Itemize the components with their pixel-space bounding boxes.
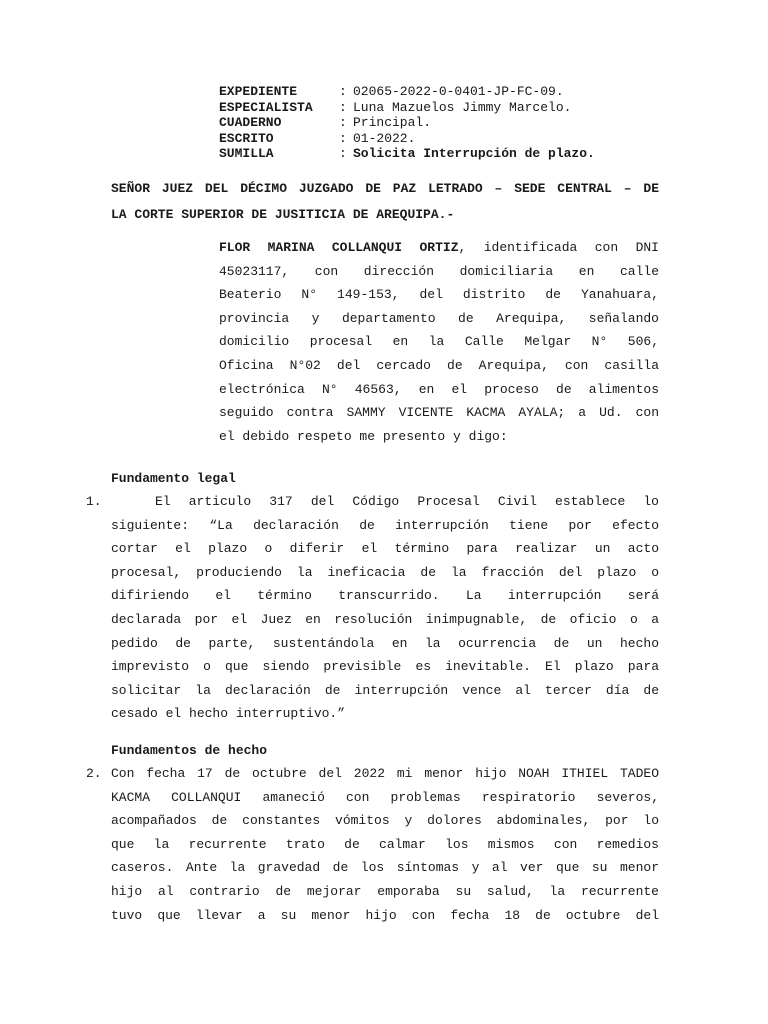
addressee-line: SEÑOR JUEZ DEL DÉCIMO JUZGADO DE PAZ LETRADO – SEDE CENTRAL – DE xyxy=(111,181,659,196)
paragraph-number: 1. xyxy=(86,494,102,509)
text-line: cesado el hecho interruptivo.” xyxy=(111,706,346,722)
text-line: domicilio procesal en la Calle Melgar N° 506, xyxy=(219,334,659,350)
addressee xyxy=(111,176,659,228)
text-line: Con fecha 17 de octubre del 2022 mi menor hijo NOAH ITHIEL TADEO xyxy=(111,766,659,781)
text-fragment: , identificada con DNI xyxy=(458,240,659,255)
case-header xyxy=(219,84,595,162)
text-line: 45023117, con dirección domiciliaria en calle xyxy=(219,263,659,279)
header-row-expediente xyxy=(219,84,595,100)
text-line: electrónica N° 46563, en el proceso de alimentos xyxy=(219,381,659,397)
header-label: ESPECIALISTA xyxy=(219,99,313,115)
text-line: caseros. Ante la gravedad de los síntomas y al ver que su menor xyxy=(111,860,659,876)
text-line: solicitar la declaración de interrupción vence al tercer día de xyxy=(111,682,659,698)
paragraph-number: 2. xyxy=(86,766,102,781)
header-separator: : xyxy=(339,130,347,146)
header-separator: : xyxy=(339,146,347,161)
text-line: El articulo 317 del Código Procesal Civil establece lo xyxy=(155,494,659,509)
text-line: Oficina N°02 del cercado de Arequipa, con casilla xyxy=(219,357,659,373)
header-value: Solicita Interrupción de plazo. xyxy=(353,146,595,161)
section-title-facts: Fundamentos de hecho xyxy=(111,743,268,758)
paragraph-facts xyxy=(111,762,659,927)
header-label: CUADERNO xyxy=(219,115,282,130)
text-line: declarada por el Juez en resolución inimpugnable, de oficio o a xyxy=(111,611,659,627)
header-row-especialista xyxy=(219,100,595,116)
text-line: seguido contra SAMMY VICENTE KACMA AYALA; a Ud. con xyxy=(219,405,659,421)
text-line: tuvo que llevar a su menor hijo con fecha 18 de octubre del xyxy=(111,907,659,923)
header-row-escrito xyxy=(219,131,595,147)
text-line: pedido de parte, sustentándola en la ocurrencia de un hecho xyxy=(111,635,659,651)
text-line: difiriendo el término transcurrido. La interrupción será xyxy=(111,588,659,604)
header-row-cuaderno xyxy=(219,115,595,131)
text-line xyxy=(219,236,659,260)
text-line: siguiente: “La declaración de interrupción tiene por efecto xyxy=(111,517,659,533)
header-label: ESCRITO xyxy=(219,130,274,146)
header-row-sumilla xyxy=(219,146,595,162)
text-line: Beaterio N° 149-153, del distrito de Yanahuara, xyxy=(219,287,659,303)
header-value: Luna Mazuelos Jimmy Marcelo. xyxy=(353,99,572,115)
text-line: KACMA COLLANQUI amaneció con problemas respiratorio severos, xyxy=(111,789,659,805)
header-value: 01-2022. xyxy=(353,130,416,146)
text-line: provincia y departamento de Arequipa, señalando xyxy=(219,310,659,326)
text-line: cortar el plazo o diferir el término para realizar un acto xyxy=(111,541,659,557)
petitioner-name: FLOR MARINA COLLANQUI ORTIZ xyxy=(219,240,459,255)
intro-paragraph xyxy=(219,236,659,448)
header-value: 02065-2022-0-0401-JP-FC-09. xyxy=(353,84,564,99)
text-line: el debido respeto me presento y digo: xyxy=(219,428,508,444)
header-separator: : xyxy=(339,99,347,115)
text-line: procesal, produciendo la ineficacia de la fracción del plazo o xyxy=(111,564,659,580)
header-label: SUMILLA xyxy=(219,146,274,161)
header-separator: : xyxy=(339,115,347,130)
section-title-legal: Fundamento legal xyxy=(111,471,236,486)
paragraph-legal xyxy=(111,490,659,726)
text-line: acompañados de constantes vómitos y dolores abdominales, por lo xyxy=(111,813,659,829)
addressee-line: LA CORTE SUPERIOR DE JUSITICIA DE AREQUIPA.- xyxy=(111,207,455,222)
text-line: que la recurrente trato de calmar los mismos con remedios xyxy=(111,836,659,852)
text-line: hijo al contrario de mejorar emporaba su salud, la recurrente xyxy=(111,883,659,899)
header-value: Principal. xyxy=(353,115,432,130)
text-line: imprevisto o que siendo previsible es inevitable. El plazo para xyxy=(111,659,659,675)
header-separator: : xyxy=(339,84,347,99)
header-label: EXPEDIENTE xyxy=(219,84,298,99)
